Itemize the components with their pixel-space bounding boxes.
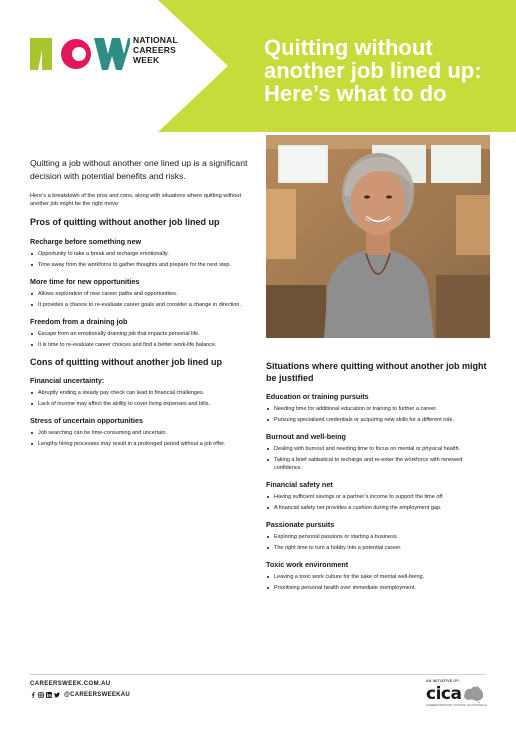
- list-item: Having sufficient savings or a partner’s income to support the time off.: [266, 493, 490, 501]
- title-line-1: Quitting without: [264, 35, 433, 60]
- header-banner: [0, 0, 516, 132]
- left-column: [30, 157, 256, 456]
- list-item: Exploring personal passions or starting a business.: [266, 533, 490, 541]
- situations-list: [266, 445, 490, 472]
- list-item: Time away from the workforce to gather thoughts and prepare for the next step.: [30, 261, 256, 269]
- list-item: Pursuing specialised credentials or acquiring new skills for a different role.: [266, 416, 490, 424]
- title-line-2: another job lined up:: [264, 58, 482, 83]
- cons-list: [30, 389, 256, 408]
- pros-list: [30, 290, 256, 309]
- cica-subtitle: CAREER INDUSTRY COUNCIL OF AUSTRALIA: [426, 703, 487, 707]
- list-item: It provides a chance to re-evaluate career goals and consider a change in direction.: [30, 301, 256, 309]
- situations-heading: Situations where quitting without another job might be justified: [266, 361, 487, 383]
- pros-heading: Pros of quitting without another job lined up: [30, 217, 220, 227]
- situations-section-title: Toxic work environment: [266, 560, 349, 569]
- logo-line-3: WEEK: [133, 55, 160, 65]
- intro-lead: Quitting a job without another one lined up is a significant decision with potential benefits and risks.: [30, 158, 248, 181]
- list-item: Prioritising personal health over immediate reemployment.: [266, 584, 490, 592]
- footer-divider: [30, 674, 486, 675]
- page-title: [264, 36, 504, 105]
- pros-section-title: More time for new opportunities: [30, 276, 140, 286]
- situations-section-title: Financial safety net: [266, 480, 333, 489]
- list-item: Dealing with burnout and needing time to focus on mental or physical health.: [266, 445, 490, 453]
- cons-heading: Cons of quitting without another job lined up: [30, 356, 222, 367]
- pros-list: [30, 250, 256, 269]
- pros-section-title: Freedom from a draining job: [30, 316, 128, 326]
- website-link[interactable]: CAREERSWEEK.COM.AU: [30, 681, 111, 687]
- smiling-woman-photo: [266, 135, 490, 338]
- list-item: Escape from an emotionally draining job that impacts personal life.: [30, 330, 256, 338]
- intro-sub: Here’s a breakdown of the pros and cons, along with situations where quitting without another job might be the right move:: [30, 193, 242, 207]
- cons-list: [30, 429, 256, 448]
- situations-list: [266, 573, 490, 592]
- facebook-icon[interactable]: [30, 692, 36, 698]
- cica-logo: cica: [426, 684, 462, 704]
- logo-line-1: NATIONAL: [133, 35, 178, 45]
- situations-section-title: Education or training pursuits: [266, 392, 369, 401]
- australia-map-icon: [462, 684, 486, 704]
- linkedin-icon[interactable]: [46, 692, 52, 698]
- social-links: [30, 690, 130, 699]
- right-column: [266, 361, 490, 600]
- situations-section-title: Burnout and well-being: [266, 432, 346, 441]
- logo-line-2: CAREERS: [133, 45, 176, 55]
- twitter-icon[interactable]: [54, 692, 60, 698]
- list-item: Opportunity to take a break and recharge emotionally.: [30, 250, 256, 258]
- logo-wordmark: [133, 35, 178, 65]
- situations-list: [266, 405, 490, 424]
- title-line-3: Here’s what to do: [264, 81, 447, 106]
- pros-section-title: Recharge before something new: [30, 236, 142, 246]
- instagram-icon[interactable]: [38, 692, 44, 698]
- ncw-logo-icon: [30, 34, 130, 70]
- situations-list: [266, 533, 490, 552]
- list-item: Allows exploration of new career paths and opportunities.: [30, 290, 256, 298]
- pros-list: [30, 330, 256, 349]
- initiative-label: AN INITIATIVE OF:: [426, 679, 461, 683]
- list-item: A financial safety net provides a cushion during the employment gap.: [266, 504, 490, 512]
- list-item: Job searching can be time-consuming and uncertain.: [30, 429, 256, 437]
- list-item: The right time to turn a hobby into a potential career.: [266, 544, 490, 552]
- social-handle[interactable]: @CAREERSWEEKAU: [64, 691, 131, 698]
- situations-section-title: Passionate pursuits: [266, 520, 335, 529]
- situations-list: [266, 493, 490, 512]
- list-item: Taking a brief sabbatical to recharge and re-enter the workforce with renewed confidence.: [266, 456, 490, 472]
- list-item: It is time to re-evaluate career choices and find a better work-life balance.: [30, 341, 256, 349]
- list-item: Abruptly ending a steady pay check can lead to financial challenges.: [30, 389, 256, 397]
- list-item: Lengthy hiring processes may result in a prolonged period without a job offer.: [30, 440, 256, 448]
- list-item: Needing time for additional education or training to further a career.: [266, 405, 490, 413]
- cons-section-title: Financial uncertainty:: [30, 376, 105, 385]
- cons-section-title: Stress of uncertain opportunities: [30, 416, 144, 425]
- list-item: Lack of income may affect the ability to cover living expenses and bills.: [30, 400, 256, 408]
- list-item: Leaving a toxic work culture for the sake of mental well-being.: [266, 573, 490, 581]
